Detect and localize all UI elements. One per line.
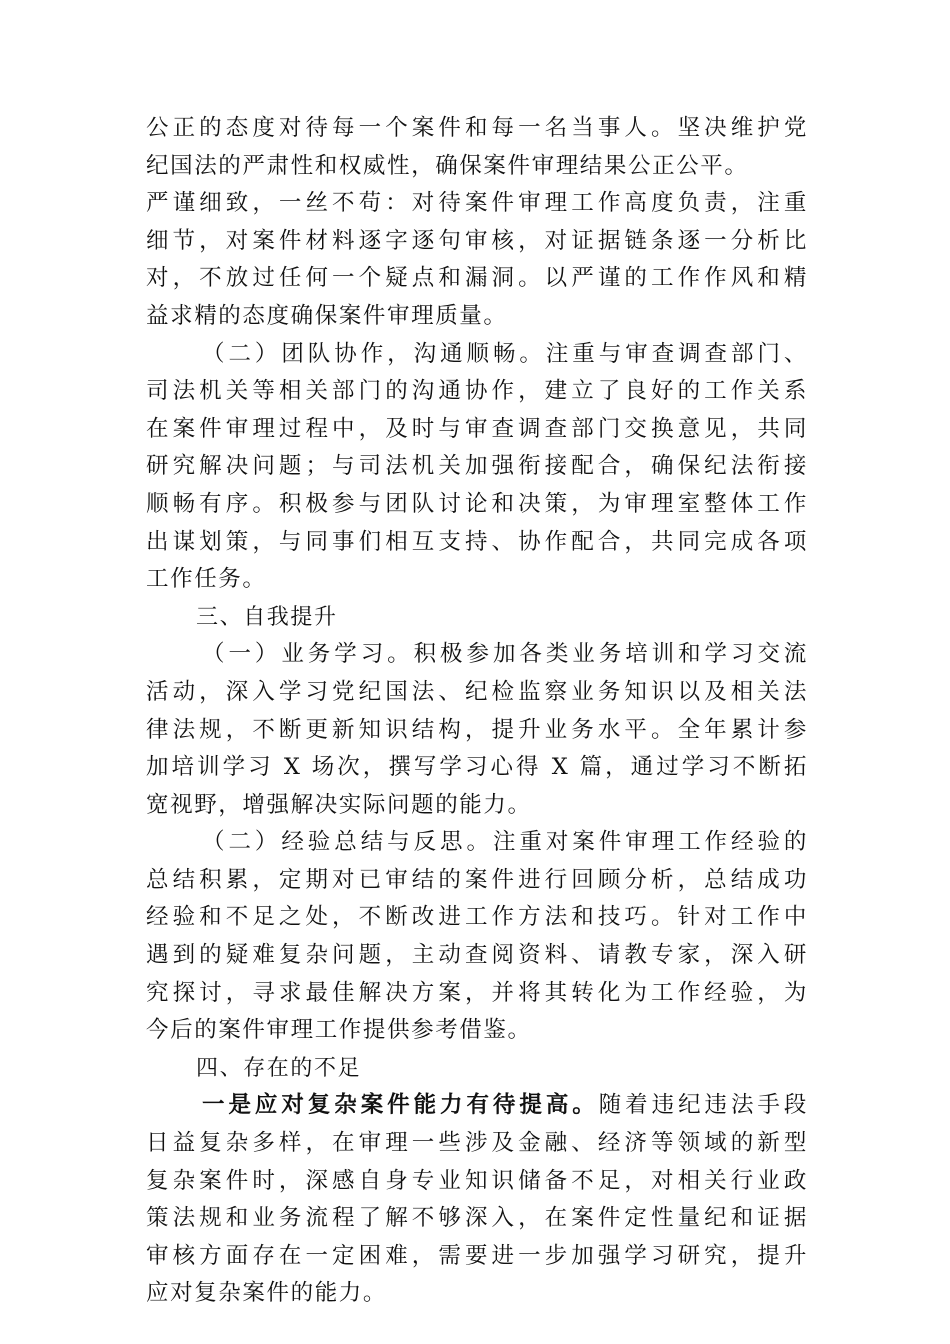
text-line: 策法规和业务流程了解不够深入，在案件定性量纪和证据 bbox=[146, 1205, 808, 1232]
paragraph-business-study bbox=[146, 636, 808, 824]
text-line: 日益复杂多样，在审理一些涉及金融、经济等领域的新型 bbox=[146, 1130, 808, 1157]
text-line: 对，不放过任何一个疑点和漏洞。以严谨的工作作风和精 bbox=[146, 265, 808, 292]
text-line: 在案件审理过程中，及时与审查调查部门交换意见，共同 bbox=[146, 415, 808, 442]
text-line: 应对复杂案件的能力。 bbox=[146, 1280, 388, 1307]
text-line: 加培训学习 X 场次，撰写学习心得 X 篇，通过学习不断拓 bbox=[146, 754, 808, 781]
text-line: 审核方面存在一定困难，需要进一步加强学习研究，提升 bbox=[146, 1242, 808, 1269]
text-line: 律法规，不断更新知识结构，提升业务水平。全年累计参 bbox=[146, 716, 808, 743]
paragraph-rigor bbox=[146, 185, 808, 335]
text-line: 研究解决问题；与司法机关加强衔接配合，确保纪法衔接 bbox=[146, 453, 808, 480]
text-line: 严谨细致，一丝不苟：对待案件审理工作高度负责，注重 bbox=[146, 190, 808, 217]
paragraph-teamwork bbox=[146, 336, 808, 599]
text-line: 益求精的态度确保案件审理质量。 bbox=[146, 302, 508, 329]
text-line: 遇到的疑难复杂问题，主动查阅资料、请教专家，深入研 bbox=[146, 942, 808, 969]
section-heading-self-improvement: 三、自我提升 bbox=[196, 604, 338, 630]
lead-continuation: 随着违纪违法手段 bbox=[598, 1092, 808, 1119]
text-line: 顺畅有序。积极参与团队讨论和决策，为审理室整体工作 bbox=[146, 490, 808, 517]
document-body bbox=[146, 110, 808, 1313]
text-line: 经验和不足之处，不断改进工作方法和技巧。针对工作中 bbox=[146, 904, 808, 931]
paragraph-experience-summary bbox=[146, 824, 808, 1050]
text-line bbox=[146, 1087, 808, 1125]
text-line: 今后的案件审理工作提供参考借鉴。 bbox=[146, 1017, 532, 1044]
text-line: 复杂案件时，深感自身专业知识储备不足，对相关行业政 bbox=[146, 1167, 808, 1194]
text-line: 细节，对案件材料逐字逐句审核，对证据链条逐一分析比 bbox=[146, 227, 808, 254]
text-line: （二）团队协作，沟通顺畅。注重与审查调查部门、 bbox=[202, 340, 808, 367]
text-line: （二）经验总结与反思。注重对案件审理工作经验的 bbox=[202, 829, 808, 856]
text-line: 活动，深入学习党纪国法、纪检监察业务知识以及相关法 bbox=[146, 678, 808, 705]
lead-sentence: 一是应对复杂案件能力有待提高。 bbox=[202, 1092, 599, 1119]
text-line: 总结积累，定期对已审结的案件进行回顾分析，总结成功 bbox=[146, 866, 808, 893]
text-line: 司法机关等相关部门的沟通协作，建立了良好的工作关系 bbox=[146, 378, 808, 405]
paragraph-complex-cases bbox=[146, 1087, 808, 1313]
text-line: 纪国法的严肃性和权威性，确保案件审理结果公正公平。 bbox=[146, 152, 749, 179]
paragraph-fairness bbox=[146, 110, 808, 185]
text-line: （一）业务学习。积极参加各类业务培训和学习交流 bbox=[202, 641, 808, 668]
text-line: 宽视野，增强解决实际问题的能力。 bbox=[146, 791, 532, 818]
section-heading-shortcomings: 四、存在的不足 bbox=[196, 1055, 362, 1081]
text-line: 出谋划策，与同事们相互支持、协作配合，共同完成各项 bbox=[146, 528, 808, 555]
text-line: 工作任务。 bbox=[146, 566, 267, 593]
text-line: 究探讨，寻求最佳解决方案，并将其转化为工作经验，为 bbox=[146, 979, 808, 1006]
text-line: 公正的态度对待每一个案件和每一名当事人。坚决维护党 bbox=[146, 115, 808, 141]
